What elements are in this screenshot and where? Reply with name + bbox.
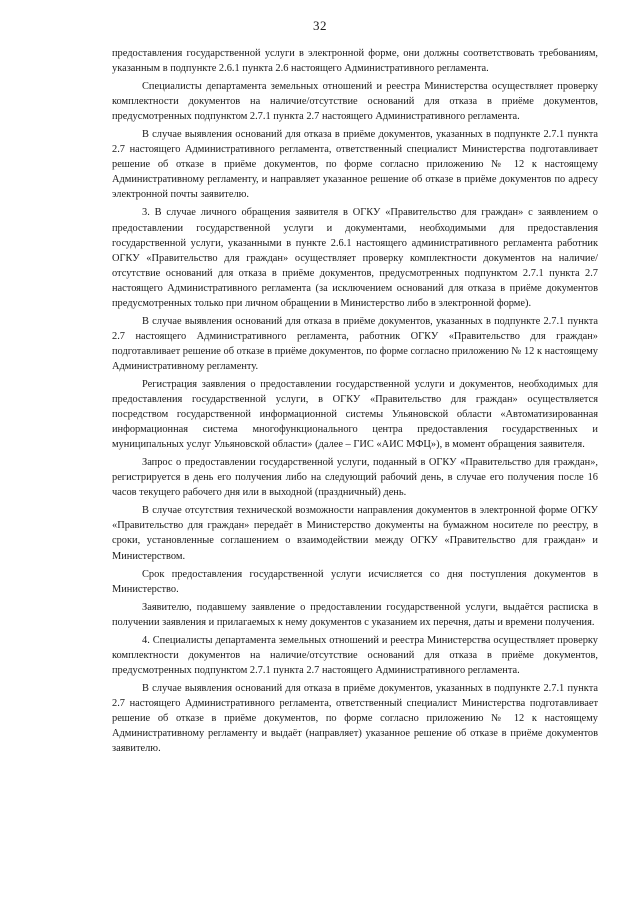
paragraph-section-4: 4. Специалисты департамента земельных отношений и реестра Министерства осуществляет проверку комплектности документов на наличие/отсутствие оснований для отказа в приёме документов, предусмотренных подпунктом 2.7.1 пункта 2.7 настоящего Административного регламента.: [112, 634, 598, 676]
paragraph-refusal-issued: В случае выявления оснований для отказа в приёме документов, указанных в подпункте 2.7.1 пункта 2.7 настоящего Административного регламента, ответственный специалист Министерства подготавливает решение об отказе в приёме документов, по форме согласно приложению № 12 к настоящему Административному регламенту и выдаёт (направляет) указанное решение об отказе в приёме документов заявителю.: [112, 682, 598, 755]
paragraph-receipt: Заявителю, подавшему заявление о предоставлении государственной услуги, выдаётся расписка в получении заявления и прилагаемых к нему документов с указанием их перечня, даты и времени получения.: [112, 601, 598, 628]
page-number: 32: [313, 18, 327, 33]
paragraph-paper-transfer: В случае отсутствия технической возможности направления документов в электронной форме ОГКУ «Правительство для граждан» передаёт в Министерство документы на бумажном носителе по реестру, в сроки, установленные соглашением о взаимодействии между ОГКУ «Правительство для граждан» и Министерством.: [112, 505, 598, 562]
paragraph-registration: Регистрация заявления о предоставлении государственной услуги и документов, необходимых для предоставления государственной услуги, в ОГКУ «Правительство для граждан» осуществляется посредством государственной информационной системы Ульяновской области «Автоматизированная информационная система многофункционального центра предоставления государственных и муниципальных услуг Ульяновской области» (далее – ГИС «АИС МФЦ»), в момент обращения заявителя.: [112, 378, 598, 451]
paragraph-refusal-mfc: В случае выявления оснований для отказа в приёме документов, указанных в подпункте 2.7.1 пункта 2.7 настоящего Административного регламента, работник ОГКУ «Правительство для граждан» подготавливает решение об отказе в приёме документов, по форме согласно приложению № 12 к настоящему Административному регламенту.: [112, 315, 598, 372]
document-body: [112, 46, 598, 759]
paragraph-request-registered: Запрос о предоставлении государственной услуги, поданный в ОГКУ «Правительство для граждан», регистрируется в день его получения либо на следующий рабочий день, в случае его получения после 16 часов текущего рабочего дня или в выходной (праздничный) день.: [112, 457, 598, 499]
paragraph-refusal-by-email: В случае выявления оснований для отказа в приёме документов, указанных в подпункте 2.7.1 пункта 2.7 настоящего Административного регламента, ответственный специалист Министерства подготавливает решение об отказе в приёме документов, по форме согласно приложению № 12 к настоящему Административному регламенту, и направляет указанное решение об отказе в приёме документов по адресу электронной почты заявителю.: [112, 129, 598, 201]
paragraph-specialists-check: Специалисты департамента земельных отношений и реестра Министерства осуществляет проверку комплектности документов на наличие/отсутствие оснований для отказа в приёме документов, предусмотренных подпунктом 2.7.1 пункта 2.7 настоящего Административного регламента.: [112, 81, 598, 123]
paragraph-personal-appeal: 3. В случае личного обращения заявителя в ОГКУ «Правительство для граждан» с заявлением о предоставлении государственной услуги и документами, необходимыми для предоставления государственной услуги, указанными в пункте 2.6.1 настоящего административного регламента работник ОГКУ «Правительство для граждан» осуществляет проверку комплектности документов на наличие/отсутствие оснований для отказа в приёме документов, предусмотренных подпунктом 2.7.1 пункта 2.7 настоящего Административного регламента (за исключением оснований для отказа в приёме документов предусмотренных только при личном обращении в Министерство либо в электронной форме).: [112, 207, 598, 309]
paragraph-continuation: предоставления государственной услуги в электронной форме, они должны соответствовать требованиям, указанным в подпункте 2.6.1 пункта 2.6 настоящего Административного регламента.: [112, 48, 598, 75]
paragraph-service-term: Срок предоставления государственной услуги исчисляется со дня поступления документов в Министерство.: [112, 568, 598, 595]
